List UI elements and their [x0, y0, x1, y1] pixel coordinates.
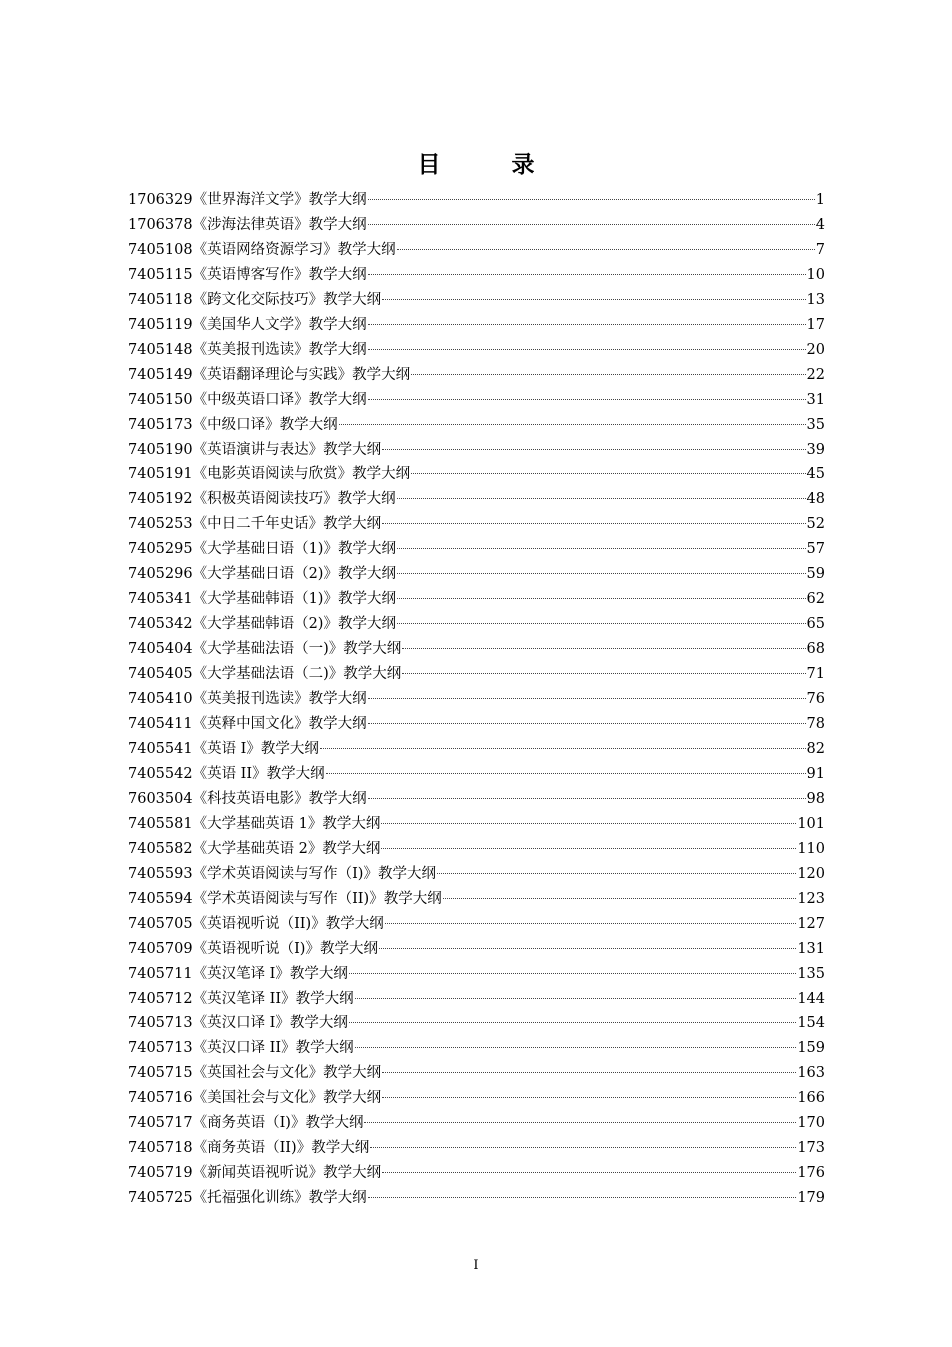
dot-leader — [368, 199, 815, 200]
toc-entry[interactable] — [128, 812, 825, 837]
toc-entry-title: 7405705《英语视听说（II)》教学大纲 — [128, 915, 384, 932]
dot-leader — [355, 1047, 797, 1048]
toc-entry[interactable] — [128, 1186, 825, 1211]
toc-entry[interactable] — [128, 737, 825, 762]
toc-entry-page: 31 — [806, 391, 825, 408]
toc-entry[interactable] — [128, 612, 825, 637]
toc-entry-page: 159 — [797, 1040, 825, 1057]
toc-entry-page: 4 — [815, 216, 825, 233]
dot-leader — [382, 449, 805, 450]
toc-entry-title: 7405191《电影英语阅读与欣赏》教学大纲 — [128, 466, 411, 483]
dot-leader — [397, 573, 806, 574]
toc-entry[interactable] — [128, 962, 825, 987]
toc-entry[interactable] — [128, 438, 825, 463]
toc-entry-page: 1 — [815, 192, 825, 208]
toc-entry-page: 68 — [806, 641, 825, 658]
dot-leader — [368, 1197, 797, 1198]
dot-leader — [368, 349, 806, 350]
dot-leader — [397, 249, 815, 250]
toc-entry[interactable] — [128, 1136, 825, 1161]
dot-leader — [397, 623, 806, 624]
toc-entry-title: 7405713《英汉口译 II》教学大纲 — [128, 1040, 354, 1057]
dot-leader — [397, 548, 806, 549]
toc-entry-title: 7405173《中级口译》教学大纲 — [128, 416, 338, 433]
toc-title: 目 录 — [417, 152, 559, 178]
toc-entry-page: 39 — [806, 441, 825, 458]
toc-entry[interactable] — [128, 363, 825, 388]
toc-entry-title: 7405717《商务英语（I)》教学大纲 — [128, 1115, 364, 1132]
toc-entry[interactable] — [128, 338, 825, 363]
dot-leader — [379, 948, 796, 949]
toc-entry-page: 71 — [806, 666, 825, 683]
toc-entry-title: 7405296《大学基础日语（2)》教学大纲 — [128, 566, 396, 583]
toc-entry-page: 65 — [806, 616, 825, 633]
toc-entry[interactable] — [128, 887, 825, 912]
table-of-contents — [128, 188, 825, 1211]
toc-entry-title: 7405118《跨文化交际技巧》教学大纲 — [128, 291, 382, 308]
toc-entry-page: 48 — [806, 491, 825, 508]
toc-entry-page: 123 — [797, 890, 825, 907]
dot-leader — [382, 299, 805, 300]
toc-entry-title: 7405582《大学基础英语 2》教学大纲 — [128, 840, 381, 857]
toc-entry[interactable] — [128, 687, 825, 712]
toc-entry[interactable] — [128, 1111, 825, 1136]
toc-entry-title: 7405341《大学基础韩语（1)》教学大纲 — [128, 591, 396, 608]
toc-entry-page: 76 — [806, 691, 825, 708]
toc-entry-page: 59 — [806, 566, 825, 583]
toc-entry-page: 127 — [797, 915, 825, 932]
toc-entry[interactable] — [128, 1086, 825, 1111]
dot-leader — [381, 823, 796, 824]
dot-leader — [397, 598, 806, 599]
toc-entry[interactable] — [128, 462, 825, 487]
toc-entry[interactable] — [128, 562, 825, 587]
toc-entry-page: 20 — [806, 341, 825, 358]
toc-entry-title: 7405342《大学基础韩语（2)》教学大纲 — [128, 616, 396, 633]
toc-entry-title: 7405712《英汉笔译 II》教学大纲 — [128, 990, 354, 1007]
dot-leader — [402, 648, 805, 649]
toc-entry-title: 7405719《新闻英语视听说》教学大纲 — [128, 1165, 382, 1182]
toc-entry-title: 7405149《英语翻译理论与实践》教学大纲 — [128, 366, 411, 383]
dot-leader — [382, 1097, 796, 1098]
toc-entry-title: 7405190《英语演讲与表达》教学大纲 — [128, 441, 382, 458]
toc-entry-page: 173 — [797, 1140, 825, 1157]
toc-entry[interactable] — [128, 512, 825, 537]
toc-entry-page: 131 — [797, 940, 825, 957]
toc-entry-page: 52 — [806, 516, 825, 533]
toc-entry[interactable] — [128, 1061, 825, 1086]
toc-entry[interactable] — [128, 413, 825, 438]
toc-entry[interactable] — [128, 288, 825, 313]
toc-entry[interactable] — [128, 662, 825, 687]
toc-entry-page: 13 — [806, 291, 825, 308]
dot-leader — [411, 374, 805, 375]
toc-entry[interactable] — [128, 1036, 825, 1061]
dot-leader — [368, 698, 806, 699]
dot-leader — [368, 399, 806, 400]
dot-leader — [339, 424, 806, 425]
toc-entry-title: 7405295《大学基础日语（1)》教学大纲 — [128, 541, 396, 558]
toc-entry[interactable] — [128, 238, 825, 263]
toc-entry[interactable] — [128, 587, 825, 612]
toc-entry-title: 7405192《积极英语阅读技巧》教学大纲 — [128, 491, 396, 508]
dot-leader — [385, 923, 797, 924]
toc-entry-title: 7405253《中日二千年史话》教学大纲 — [128, 516, 382, 533]
toc-entry-title: 7405709《英语视听说（I)》教学大纲 — [128, 940, 378, 957]
toc-entry[interactable] — [128, 213, 825, 238]
toc-entry-title: 7405405《大学基础法语（二)》教学大纲 — [128, 666, 402, 683]
toc-entry-page: 120 — [797, 865, 825, 882]
dot-leader — [364, 1122, 796, 1123]
dot-leader — [381, 848, 796, 849]
toc-entry[interactable] — [128, 762, 825, 787]
toc-entry-page: 62 — [806, 591, 825, 608]
dot-leader — [368, 224, 815, 225]
dot-leader — [326, 773, 806, 774]
toc-entry[interactable] — [128, 787, 825, 812]
toc-entry-title: 1706329《世界海洋文学》教学大纲 — [128, 192, 367, 208]
toc-entry[interactable] — [128, 837, 825, 862]
toc-entry-page: 176 — [797, 1165, 825, 1182]
toc-entry-title: 7405148《英美报刊选读》教学大纲 — [128, 341, 367, 358]
toc-entry-page: 98 — [806, 790, 825, 807]
toc-entry-page: 144 — [797, 990, 825, 1007]
toc-entry-title: 7405711《英汉笔译 I》教学大纲 — [128, 965, 348, 982]
toc-entry-page: 179 — [797, 1190, 825, 1207]
dot-leader — [368, 723, 806, 724]
dot-leader — [370, 1147, 796, 1148]
toc-entry-page: 110 — [797, 840, 825, 857]
toc-entry-page: 163 — [797, 1065, 825, 1082]
toc-entry-title: 7405718《商务英语（II)》教学大纲 — [128, 1140, 370, 1157]
toc-entry[interactable] — [128, 537, 825, 562]
toc-entry-title: 7405115《英语博客写作》教学大纲 — [128, 266, 367, 283]
dot-leader — [355, 998, 797, 999]
toc-entry[interactable] — [128, 912, 825, 937]
toc-entry-title: 7603504《科技英语电影》教学大纲 — [128, 790, 367, 807]
toc-entry-page: 154 — [797, 1015, 825, 1032]
dot-leader — [437, 873, 796, 874]
toc-entry-page: 22 — [806, 366, 825, 383]
toc-entry-title: 7405542《英语 II》教学大纲 — [128, 765, 325, 782]
toc-entry-page: 91 — [806, 765, 825, 782]
toc-entry-title: 7405119《美国华人文学》教学大纲 — [128, 316, 367, 333]
dot-leader — [382, 523, 805, 524]
toc-entry-title: 7405715《英国社会与文化》教学大纲 — [128, 1065, 382, 1082]
toc-entry[interactable] — [128, 313, 825, 338]
toc-entry[interactable] — [128, 937, 825, 962]
toc-entry-title: 7405716《美国社会与文化》教学大纲 — [128, 1090, 382, 1107]
toc-entry-title: 7405725《托福强化训练》教学大纲 — [128, 1190, 367, 1207]
toc-entry-page: 135 — [797, 965, 825, 982]
dot-leader — [443, 898, 797, 899]
dot-leader — [368, 324, 806, 325]
toc-entry-page: 10 — [806, 266, 825, 283]
toc-entry-title: 7405150《中级英语口译》教学大纲 — [128, 391, 367, 408]
toc-entry-title: 7405108《英语网络资源学习》教学大纲 — [128, 241, 396, 258]
toc-entry-title: 7405593《学术英语阅读与写作（I)》教学大纲 — [128, 865, 436, 882]
dot-leader — [397, 498, 806, 499]
toc-entry[interactable] — [128, 712, 825, 737]
toc-entry[interactable] — [128, 388, 825, 413]
toc-entry-title: 7405410《英美报刊选读》教学大纲 — [128, 691, 367, 708]
toc-entry-page: 7 — [815, 241, 825, 258]
toc-entry-title: 1706378《涉海法律英语》教学大纲 — [128, 216, 367, 233]
toc-entry-page: 35 — [806, 416, 825, 433]
toc-entry-page: 82 — [806, 740, 825, 757]
toc-entry[interactable] — [128, 862, 825, 887]
dot-leader — [320, 748, 806, 749]
toc-entry[interactable] — [128, 263, 825, 288]
page-number: I — [473, 1258, 479, 1273]
toc-entry-page: 57 — [806, 541, 825, 558]
toc-entry[interactable] — [128, 1161, 825, 1186]
toc-entry-page: 78 — [806, 716, 825, 733]
toc-entry-title: 7405594《学术英语阅读与写作（II)》教学大纲 — [128, 890, 442, 907]
toc-entry[interactable] — [128, 487, 825, 512]
toc-entry-title: 7405404《大学基础法语（一)》教学大纲 — [128, 641, 402, 658]
dot-leader — [368, 274, 806, 275]
toc-entry-title: 7405713《英汉口译 I》教学大纲 — [128, 1015, 348, 1032]
dot-leader — [349, 973, 796, 974]
toc-entry-title: 7405581《大学基础英语 1》教学大纲 — [128, 815, 381, 832]
toc-entry-page: 101 — [797, 815, 825, 832]
dot-leader — [382, 1172, 796, 1173]
toc-entry[interactable] — [128, 637, 825, 662]
toc-entry-page: 17 — [806, 316, 825, 333]
dot-leader — [382, 1072, 796, 1073]
toc-entry[interactable] — [128, 188, 825, 213]
dot-leader — [411, 473, 805, 474]
dot-leader — [368, 798, 806, 799]
toc-entry-page: 45 — [806, 466, 825, 483]
toc-entry-title: 7405541《英语 I》教学大纲 — [128, 740, 319, 757]
toc-entry[interactable] — [128, 987, 825, 1012]
toc-entry[interactable] — [128, 1011, 825, 1036]
toc-entry-title: 7405411《英释中国文化》教学大纲 — [128, 716, 367, 733]
toc-entry-page: 166 — [797, 1090, 825, 1107]
dot-leader — [349, 1022, 796, 1023]
dot-leader — [402, 673, 805, 674]
toc-entry-page: 170 — [797, 1115, 825, 1132]
